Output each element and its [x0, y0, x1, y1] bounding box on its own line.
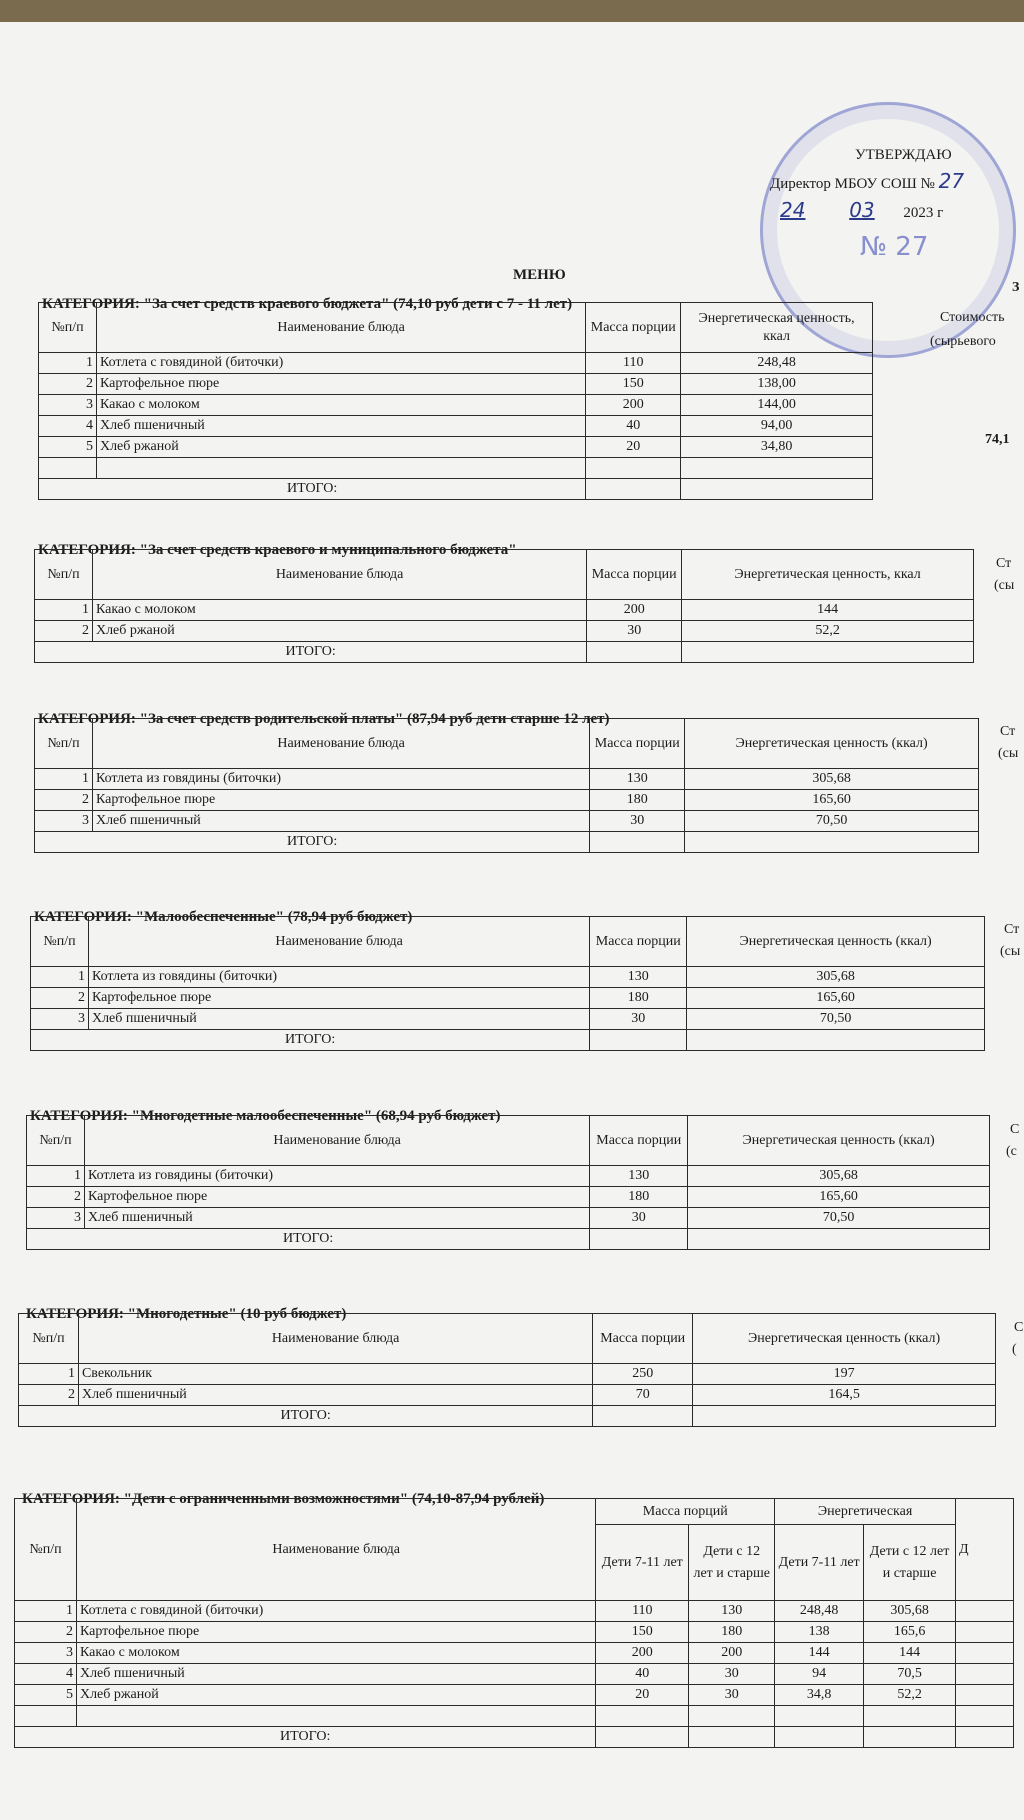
table-row: [15, 1685, 1014, 1706]
table-row: [39, 437, 873, 458]
dish-name: Котлета из говядины (биточки): [92, 769, 589, 790]
table-row: [19, 1364, 996, 1385]
cost-header-sub-cut: (с: [1006, 1144, 1017, 1159]
portion-mass: 180: [590, 790, 685, 811]
portion-mass: 150: [586, 374, 681, 395]
energy-value: 70,50: [685, 811, 979, 832]
dish-name: Картофельное пюре: [96, 374, 585, 395]
table-row: [35, 790, 979, 811]
row-number: 4: [39, 416, 97, 437]
cost-header-cut: С: [1010, 1122, 1020, 1137]
dish-name: Хлеб ржаной: [76, 1685, 595, 1706]
portion-mass-12-plus: 200: [689, 1643, 775, 1664]
table-row: [39, 353, 873, 374]
row-number: 1: [15, 1601, 77, 1622]
table-row: [15, 1622, 1014, 1643]
table-row: [31, 967, 985, 988]
energy-7-11: 248,48: [775, 1601, 864, 1622]
energy-value: 165,60: [688, 1187, 990, 1208]
table-row: [35, 600, 974, 621]
cost-header: Стоимость: [940, 310, 1005, 325]
cost-value: 74,1: [985, 432, 1010, 447]
table-row: [31, 1009, 985, 1030]
row-number: 2: [27, 1187, 85, 1208]
energy-value: 248,48: [681, 353, 873, 374]
row-number: 5: [15, 1685, 77, 1706]
dish-name: Какао с молоком: [76, 1643, 595, 1664]
portion-mass: 40: [586, 416, 681, 437]
cost-header-sub-cut: (сы: [994, 578, 1015, 593]
document-page: [0, 22, 1024, 1820]
table-row: [27, 1166, 990, 1187]
row-number: 2: [15, 1622, 77, 1643]
energy-value: 305,68: [688, 1166, 990, 1187]
energy-value: 52,2: [682, 621, 974, 642]
dish-name: Картофельное пюре: [76, 1622, 595, 1643]
row-number: 4: [15, 1664, 77, 1685]
portion-mass: 70: [593, 1385, 693, 1406]
approve-date-line: 24 03 2023 г: [780, 198, 944, 222]
row-number: 1: [39, 353, 97, 374]
portion-mass: 130: [590, 769, 685, 790]
portion-mass: 200: [586, 395, 681, 416]
energy-value: 70,50: [687, 1009, 985, 1030]
category-title: КАТЕГОРИЯ: "Малообеспеченные" (78,94 руб бюджет): [34, 909, 413, 925]
cost-header-cut: Ст: [996, 556, 1012, 571]
dish-name: Котлета из говядины (биточки): [88, 967, 589, 988]
approve-heading: УТВЕРЖДАЮ: [855, 147, 952, 163]
dish-name: Картофельное пюре: [84, 1187, 589, 1208]
energy-value: 70,50: [688, 1208, 990, 1229]
portion-mass: 110: [586, 353, 681, 374]
dish-name: Котлета с говядиной (биточки): [76, 1601, 595, 1622]
table-row: [15, 1601, 1014, 1622]
row-number: 3: [27, 1208, 85, 1229]
dish-name: Какао с молоком: [92, 600, 586, 621]
row-number: 2: [35, 790, 93, 811]
table-row: [15, 1664, 1014, 1685]
energy-value: 165,60: [685, 790, 979, 811]
portion-mass-12-plus: 30: [689, 1685, 775, 1706]
table-row: [35, 621, 974, 642]
dish-name: Картофельное пюре: [88, 988, 589, 1009]
energy-value: 305,68: [687, 967, 985, 988]
energy-12-plus: 305,68: [864, 1601, 956, 1622]
cost-header-sub: (сырьевого: [930, 334, 996, 349]
portion-mass: 30: [590, 811, 685, 832]
energy-7-11: 144: [775, 1643, 864, 1664]
cut-header-letter: З: [1012, 280, 1020, 295]
energy-12-plus: 165,6: [864, 1622, 956, 1643]
table-row: [39, 395, 873, 416]
cost-header-cut: Ст: [1000, 724, 1016, 739]
category-title: КАТЕГОРИЯ: "За счет средств краевого и муниципального бюджета": [38, 542, 517, 558]
approve-director-line: Директор МБОУ СОШ № 27: [770, 169, 965, 193]
portion-mass-7-11: 20: [596, 1685, 689, 1706]
dish-name: Хлеб пшеничный: [84, 1208, 589, 1229]
row-number: 3: [39, 395, 97, 416]
portion-mass: 180: [590, 988, 687, 1009]
energy-7-11: 138: [775, 1622, 864, 1643]
portion-mass-7-11: 110: [596, 1601, 689, 1622]
table-row: [31, 988, 985, 1009]
dish-name: Котлета из говядины (биточки): [84, 1166, 589, 1187]
menu-table: №п/п Наименование блюда Масса порции Энергетическая ценность, ккал 1 Какао с молоком 200 144 2 Хлеб ржаной 30 52,2 ИТОГО:: [34, 549, 974, 663]
cut-column-cell: [956, 1622, 1014, 1643]
portion-mass: 130: [590, 1166, 688, 1187]
cut-column-cell: [956, 1664, 1014, 1685]
menu-table: №п/п Наименование блюда Масса порции Энергетическая ценность, ккал 1 Котлета с говядиной (биточки) 110 248,48 2 Картофельное пюре 150 138,00 3 Какао с молоком 200 144,00 4 Хлеб пшеничный 40 94,00 5 Хлеб ржаной 20 34,80 ИТОГО:: [38, 302, 873, 500]
energy-value: 94,00: [681, 416, 873, 437]
dish-name: Хлеб пшеничный: [96, 416, 585, 437]
table-row: [15, 1643, 1014, 1664]
portion-mass-12-plus: 130: [689, 1601, 775, 1622]
cost-header-cut: С: [1014, 1320, 1024, 1335]
menu-title: МЕНЮ: [513, 267, 566, 283]
cost-header-cut: Ст: [1004, 922, 1020, 937]
row-number: 1: [27, 1166, 85, 1187]
table-row: [35, 769, 979, 790]
row-number: 3: [35, 811, 93, 832]
menu-table: №п/п Наименование блюда Масса порции Энергетическая ценность (ккал) 1 Свекольник 250 197 2 Хлеб пшеничный 70 164,5 ИТОГО:: [18, 1313, 996, 1427]
table-row: [27, 1187, 990, 1208]
energy-7-11: 34,8: [775, 1685, 864, 1706]
energy-value: 138,00: [681, 374, 873, 395]
category-title: КАТЕГОРИЯ: "За счет средств краевого бюджета" (74,10 руб дети с 7 - 11 лет): [42, 296, 573, 312]
dish-name: Картофельное пюре: [92, 790, 589, 811]
energy-value: 165,60: [687, 988, 985, 1009]
row-number: 3: [31, 1009, 89, 1030]
row-number: 1: [35, 769, 93, 790]
menu-table: №п/п Наименование блюда Масса порции Энергетическая ценность (ккал) 1 Котлета из говядины (биточки) 130 305,68 2 Картофельное пюре 180 165,60 3 Хлеб пшеничный 30 70,50 ИТОГО:: [30, 916, 985, 1051]
energy-12-plus: 70,5: [864, 1664, 956, 1685]
table-row: [39, 374, 873, 395]
row-number: 1: [19, 1364, 79, 1385]
portion-mass-12-plus: 30: [689, 1664, 775, 1685]
dish-name: Свекольник: [78, 1364, 592, 1385]
dish-name: Какао с молоком: [96, 395, 585, 416]
portion-mass-7-11: 200: [596, 1643, 689, 1664]
cut-column-cell: [956, 1643, 1014, 1664]
row-number: 2: [19, 1385, 79, 1406]
dish-name: Хлеб пшеничный: [76, 1664, 595, 1685]
row-number: 2: [39, 374, 97, 395]
table-row: [27, 1208, 990, 1229]
menu-table: №п/п Наименование блюда Масса порции Энергетическая ценность (ккал) 1 Котлета из говядины (биточки) 130 305,68 2 Картофельное пюре 180 165,60 3 Хлеб пшеничный 30 70,50 ИТОГО:: [26, 1115, 990, 1250]
approval-block: [770, 142, 1024, 226]
portion-mass-7-11: 40: [596, 1664, 689, 1685]
row-number: 2: [31, 988, 89, 1009]
portion-mass-12-plus: 180: [689, 1622, 775, 1643]
row-number: 3: [15, 1643, 77, 1664]
dish-name: Хлеб пшеничный: [92, 811, 589, 832]
dish-name: Котлета с говядиной (биточки): [96, 353, 585, 374]
stamp-number: № 27: [860, 232, 929, 262]
category-title: КАТЕГОРИЯ: "За счет средств родительской платы" (87,94 руб дети старше 12 лет): [38, 711, 610, 727]
dish-name: Хлеб пшеничный: [78, 1385, 592, 1406]
portion-mass: 20: [586, 437, 681, 458]
cost-header-sub-cut: (сы: [1000, 944, 1021, 959]
dish-name: Хлеб пшеничный: [88, 1009, 589, 1030]
portion-mass: 30: [590, 1009, 687, 1030]
portion-mass: 30: [587, 621, 682, 642]
portion-mass-7-11: 150: [596, 1622, 689, 1643]
cut-column-cell: [956, 1685, 1014, 1706]
energy-12-plus: 52,2: [864, 1685, 956, 1706]
menu-table: №п/п Наименование блюда Масса порций Энергетическая Д Дети 7-11 лет Дети с 12 лет и старше Дети 7-11 лет Дети с 12 лет и старше 1 Котлета с говядиной (биточки) 110 130 248,48 305,68 2 Картофельное пюре 150 180 138 165,6 3 Какао с молоком 200 200 144 144 4 Хлеб пшеничный 40 30 94 70,5 5 Хлеб ржаной 20 30 34,8 52,2 ИТОГО:: [14, 1498, 1014, 1748]
portion-mass: 180: [590, 1187, 688, 1208]
cost-header-sub-cut: (: [1012, 1342, 1017, 1357]
energy-value: 34,80: [681, 437, 873, 458]
category-title: КАТЕГОРИЯ: "Дети с ограниченными возможностями" (74,10-87,94 рублей): [22, 1491, 545, 1507]
energy-value: 164,5: [693, 1385, 996, 1406]
portion-mass: 250: [593, 1364, 693, 1385]
dish-name: Хлеб ржаной: [96, 437, 585, 458]
cut-column-cell: [956, 1601, 1014, 1622]
row-number: 1: [31, 967, 89, 988]
table-row: [19, 1385, 996, 1406]
energy-value: 144,00: [681, 395, 873, 416]
energy-7-11: 94: [775, 1664, 864, 1685]
energy-value: 305,68: [685, 769, 979, 790]
category-title: КАТЕГОРИЯ: "Многодетные малообеспеченные" (68,94 руб бюджет): [30, 1108, 501, 1124]
category-title: КАТЕГОРИЯ: "Многодетные" (10 руб бюджет): [26, 1306, 347, 1322]
menu-table: №п/п Наименование блюда Масса порции Энергетическая ценность (ккал) 1 Котлета из говядины (биточки) 130 305,68 2 Картофельное пюре 180 165,60 3 Хлеб пшеничный 30 70,50 ИТОГО:: [34, 718, 979, 853]
portion-mass: 130: [590, 967, 687, 988]
dish-name: Хлеб ржаной: [92, 621, 586, 642]
table-row: [35, 811, 979, 832]
row-number: 5: [39, 437, 97, 458]
row-number: 1: [35, 600, 93, 621]
table-row: [39, 416, 873, 437]
portion-mass: 30: [590, 1208, 688, 1229]
cost-header-sub-cut: (сы: [998, 746, 1019, 761]
row-number: 2: [35, 621, 93, 642]
energy-value: 144: [682, 600, 974, 621]
energy-12-plus: 144: [864, 1643, 956, 1664]
energy-value: 197: [693, 1364, 996, 1385]
portion-mass: 200: [587, 600, 682, 621]
